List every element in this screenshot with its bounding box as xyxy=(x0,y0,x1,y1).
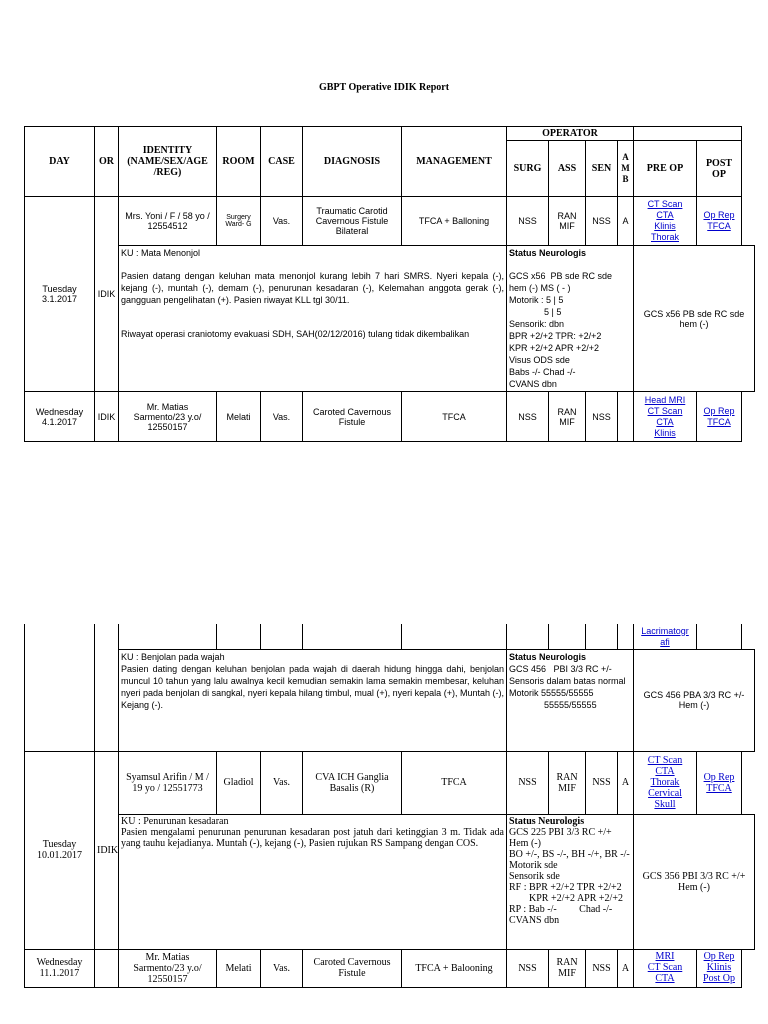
room-cell: Surgery Ward- G xyxy=(217,197,261,246)
sen-cell: NSS xyxy=(586,197,618,246)
amb-cell: A xyxy=(618,949,634,987)
header-amb: A M B xyxy=(618,141,634,197)
neurological-status-cell xyxy=(507,649,634,751)
header-day: DAY xyxy=(25,127,95,197)
pre-op-link[interactable]: afi xyxy=(660,636,670,647)
management-cell: TFCA + Balloning xyxy=(402,197,507,246)
diagnosis-cell: Traumatic Carotid Cavernous Fistule Bilateral xyxy=(303,197,402,246)
header-room: ROOM xyxy=(217,127,261,197)
pre-op-cell xyxy=(634,751,697,814)
identity-cell: Mr. Matias Sarmento/23 y.o/ 12550157 xyxy=(119,949,217,987)
day-cell: Tuesday 10.01.2017 xyxy=(25,751,95,949)
neuro-text: GCS 225 PBI 3/3 RC +/+ Hem (-) BO +/-, BS -/-, BH -/+, BR -/- Motorik sde Sensorik sde RF : BPR +2/+2 TPR +2/+2 KPR +2/+2 APR +2/+2 RP : Bab -/- Chad -/- CVANS dbn xyxy=(509,826,630,926)
neurological-status-cell xyxy=(507,246,634,392)
surg-cell: NSS xyxy=(507,949,549,987)
report-table-page-2 xyxy=(24,624,755,988)
pre-op-link[interactable]: Thorak xyxy=(650,777,680,788)
post-op-cell xyxy=(697,392,742,442)
pre-op-link[interactable]: CT Scan xyxy=(647,199,683,209)
neuro-title: Status Neurologis xyxy=(509,651,587,662)
post-op-link[interactable]: TFCA xyxy=(706,782,732,794)
ass-cell: RAN MIF xyxy=(549,751,586,814)
pre-op-link[interactable]: Klinis xyxy=(654,221,676,231)
or-cell xyxy=(95,624,119,751)
sen-cell xyxy=(586,624,618,649)
sen-cell: NSS xyxy=(586,949,618,987)
chief-complaint: KU : Benjolan pada wajah xyxy=(121,651,225,662)
amb-cell xyxy=(618,392,634,442)
header-sen: SEN xyxy=(586,141,618,197)
room-cell: Gladiol xyxy=(217,751,261,814)
ass-cell: RAN MIF xyxy=(549,392,586,442)
case-cell xyxy=(261,624,303,649)
pre-op-link[interactable]: Head MRI xyxy=(644,394,686,405)
or-cell: IDIK xyxy=(95,392,119,442)
pre-op-link[interactable]: CTA xyxy=(655,766,675,777)
pre-op-cell xyxy=(634,949,697,987)
pre-op-link[interactable]: Thorak xyxy=(650,232,679,242)
pre-op-link[interactable]: Skull xyxy=(654,799,676,810)
identity-cell: Mr. Matias Sarmento/23 y.o/ 12550157 xyxy=(119,392,217,442)
header-pre-op: PRE OP xyxy=(634,141,697,197)
neurological-status-cell xyxy=(507,814,634,949)
header-blank xyxy=(634,127,742,141)
pre-op-link[interactable]: Lacrimatogr xyxy=(641,625,689,636)
pre-op-cell xyxy=(634,392,697,442)
management-cell: TFCA xyxy=(402,392,507,442)
header-or: OR xyxy=(95,127,119,197)
pre-op-link[interactable]: CT Scan xyxy=(647,755,683,766)
post-op-link[interactable]: Op Rep xyxy=(703,210,735,220)
neuro-text: GCS x56 PB sde RC sde hem (-) MS ( - ) Motorik : 5 | 5 5 | 5 Sensorik: dbn BPR +2/+2 TPR: +2/+2 KPR +2/+2 APR +2/+2 Visus ODS sde Babs -/- Chad -/- CVANS dbn xyxy=(509,271,613,389)
identity-cell: Mrs. Yoni / F / 58 yo / 12554512 xyxy=(119,197,217,246)
pre-op-link[interactable]: CT Scan xyxy=(647,405,683,416)
post-op-cell xyxy=(697,624,742,649)
or-cell xyxy=(95,949,119,987)
amb-cell xyxy=(618,624,634,649)
ass-cell: RAN MIF xyxy=(549,949,586,987)
neuro-title: Status Neurologis xyxy=(509,815,585,827)
case-cell: Vas. xyxy=(261,197,303,246)
pre-op-link[interactable]: MRI xyxy=(655,950,675,962)
surg-cell: NSS xyxy=(507,751,549,814)
sen-cell: NSS xyxy=(586,751,618,814)
surg-cell: NSS xyxy=(507,392,549,442)
post-op-link[interactable]: Op Rep xyxy=(703,950,735,962)
identity-cell: Syamsul Arifin / M / 19 yo / 12551773 xyxy=(119,751,217,814)
pre-op-link[interactable]: CTA xyxy=(656,416,674,427)
post-op-link[interactable]: Klinis xyxy=(706,961,732,973)
header-post-op: POST OP xyxy=(697,141,742,197)
or-cell: IDIK xyxy=(95,751,119,949)
day-cell xyxy=(25,624,95,751)
history-text-2: Riwayat operasi craniotomy evakuasi SDH, SAH(02/12/2016) tulang tidak dikembalikan xyxy=(121,329,470,339)
room-cell xyxy=(217,624,261,649)
header-operator: OPERATOR xyxy=(507,127,634,141)
ass-cell: RAN MIF xyxy=(549,197,586,246)
management-cell: TFCA + Balooning xyxy=(402,949,507,987)
post-op-cell xyxy=(697,197,742,246)
surg-cell: NSS xyxy=(507,197,549,246)
amb-cell: A xyxy=(618,197,634,246)
pre-op-link[interactable]: CTA xyxy=(655,972,675,984)
day-cell: Wednesday 11.1.2017 xyxy=(25,949,95,987)
case-cell: Vas. xyxy=(261,751,303,814)
management-cell xyxy=(402,624,507,649)
pre-op-link[interactable]: CTA xyxy=(656,210,674,220)
pre-op-cell xyxy=(634,624,697,649)
pre-op-link[interactable]: Klinis xyxy=(654,427,676,438)
pre-op-link[interactable]: Cervical xyxy=(648,788,682,799)
diagnosis-cell xyxy=(303,624,402,649)
case-cell: Vas. xyxy=(261,392,303,442)
chief-complaint: KU : Mata Menonjol xyxy=(121,248,201,258)
sen-cell: NSS xyxy=(586,392,618,442)
chief-complaint: KU : Penurunan kesadaran xyxy=(121,815,229,827)
pre-op-cell xyxy=(634,197,697,246)
history-text: Pasien dating dengan keluhan benjolan pada wajah di daerah hidung hingga dahi, benjolan muncul 10 tahun yang lalu awalnya kecil kemudian semakin lama semakin membesar, keluhan nyeri pada benjolan di sangkal, nyeri kepala hilang timbul, mual (+), nyeri kepala (+), Muntah (-), Kejang (-). xyxy=(121,663,504,710)
document-title: GBPT Operative IDIK Report xyxy=(318,82,450,93)
management-cell: TFCA xyxy=(402,751,507,814)
summary-cell: GCS x56 PB sde RC sde hem (-) xyxy=(634,246,755,392)
day-cell: Wednesday 4.1.2017 xyxy=(25,392,95,442)
post-op-cell xyxy=(697,949,742,987)
clinical-history-cell xyxy=(119,649,507,751)
diagnosis-cell: Caroted Cavernous Fistule xyxy=(303,949,402,987)
header-diagnosis: DIAGNOSIS xyxy=(303,127,402,197)
post-op-link[interactable]: Op Rep xyxy=(703,771,735,783)
summary-cell: GCS 456 PBA 3/3 RC +/- Hem (-) xyxy=(634,649,755,751)
case-cell: Vas. xyxy=(261,949,303,987)
header-management: MANAGEMENT xyxy=(402,127,507,197)
post-op-link[interactable]: Post Op xyxy=(703,972,735,984)
header-identity: IDENTITY (NAME/SEX/AGE /REG) xyxy=(119,127,217,197)
amb-cell: A xyxy=(618,751,634,814)
day-cell: Tuesday 3.1.2017 xyxy=(25,197,95,392)
post-op-cell xyxy=(697,751,742,814)
room-cell: Melati xyxy=(217,949,261,987)
room-cell: Melati xyxy=(217,392,261,442)
pre-op-link[interactable]: CT Scan xyxy=(647,961,683,973)
history-text: Pasien mengalami penurunan penurunan kesadaran post jatuh dari ketinggian 3 m. Tidak ada yang tauhu kejadianya. Muntah (-), kejang (-), Pasien rujukan RS Sampang dengan COS. xyxy=(121,826,504,849)
summary-cell: GCS 356 PBI 3/3 RC +/+ Hem (-) xyxy=(634,814,755,949)
ass-cell xyxy=(549,624,586,649)
or-cell: IDIK xyxy=(95,197,119,392)
post-op-link[interactable]: Op Rep xyxy=(703,405,735,416)
post-op-link[interactable]: TFCA xyxy=(707,416,731,427)
neuro-text: GCS 456 PBI 3/3 RC +/- Sensoris dalam batas normal Motorik 55555/55555 55555/55555 xyxy=(509,663,626,710)
diagnosis-cell: CVA ICH Ganglia Basalis (R) xyxy=(303,751,402,814)
identity-cell xyxy=(119,624,217,649)
clinical-history-cell xyxy=(119,246,507,392)
neuro-title: Status Neurologis xyxy=(509,248,587,258)
header-ass: ASS xyxy=(549,141,586,197)
surg-cell xyxy=(507,624,549,649)
post-op-link[interactable]: TFCA xyxy=(707,221,731,231)
report-table-page-1 xyxy=(24,126,755,442)
diagnosis-cell: Caroted Cavernous Fistule xyxy=(303,392,402,442)
history-text: Pasien datang dengan keluhan mata menonjol kurang lebih 7 hari SMRS. Nyeri kepala (-), kejang (-), muntah (-), demam (-), penurunan kesadaran (-), Kelemahan anggota gerak (-), gangguan pengelihatan (+). Pasien riwayat KLL tgl 30/11. xyxy=(121,271,504,305)
clinical-history-cell xyxy=(119,814,507,949)
header-case: CASE xyxy=(261,127,303,197)
header-surg: SURG xyxy=(507,141,549,197)
